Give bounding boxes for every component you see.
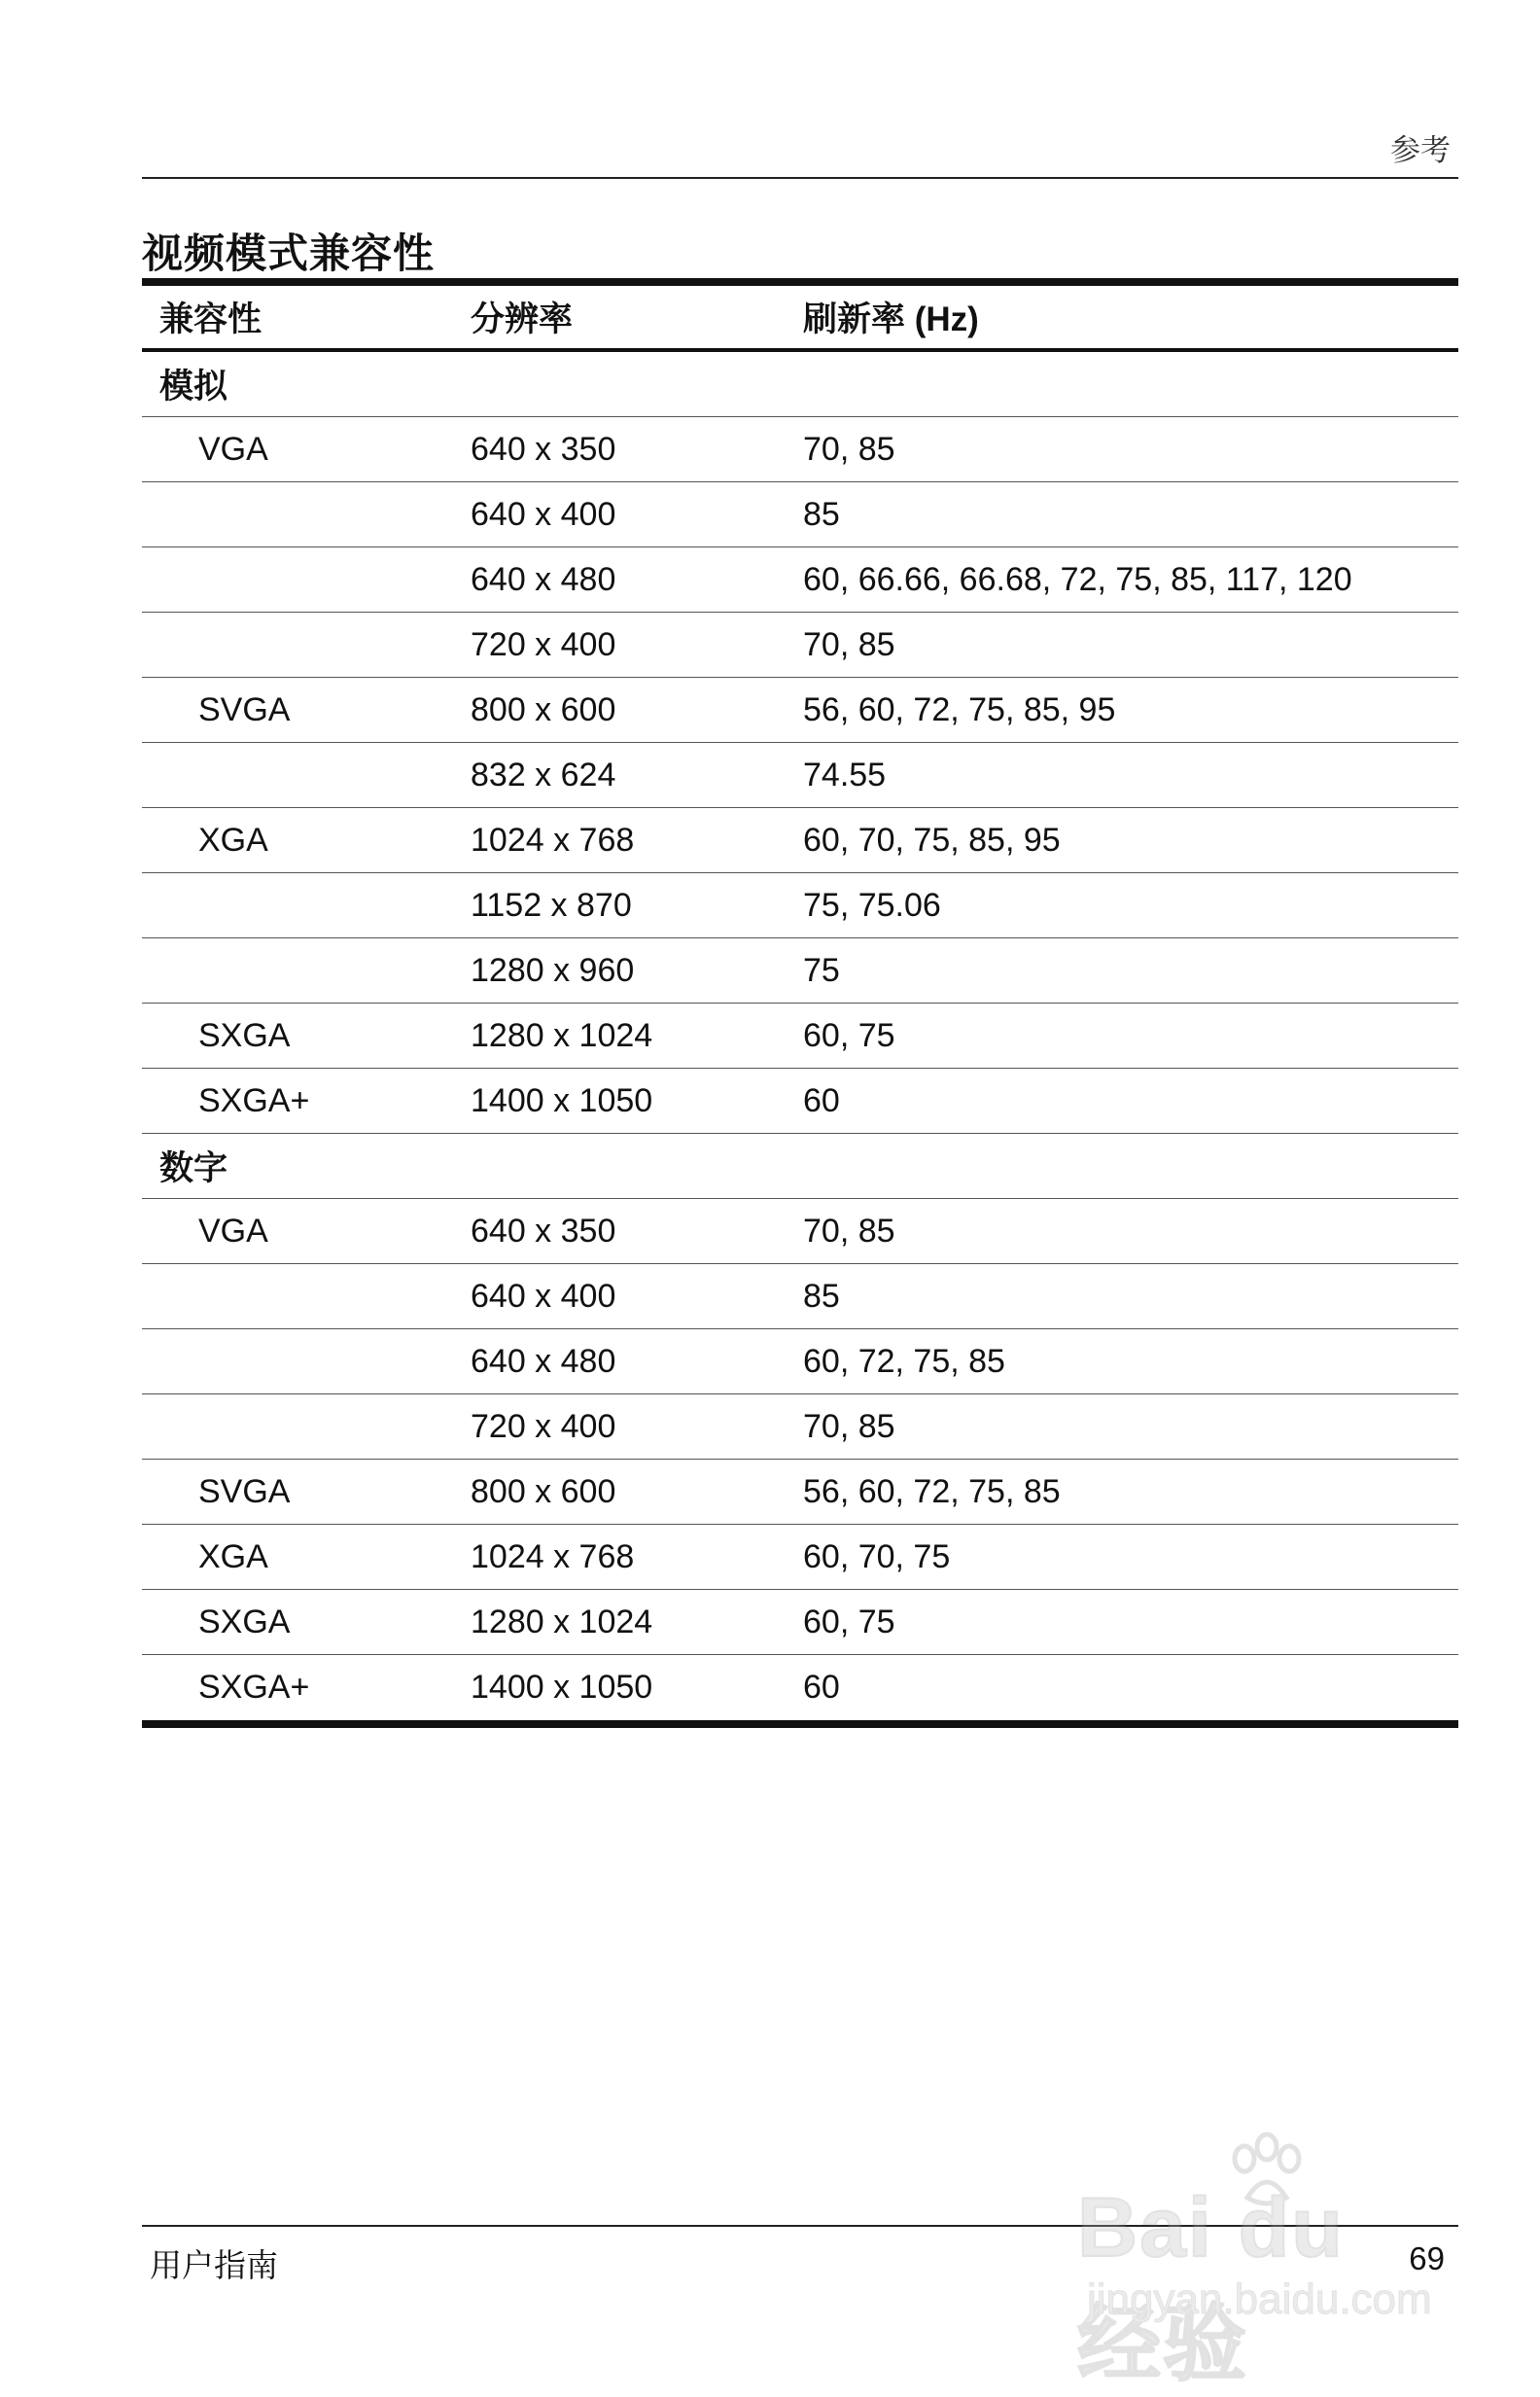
mode-cell: XGA bbox=[198, 821, 268, 859]
table-row bbox=[142, 1004, 1458, 1069]
page-number: 69 bbox=[1409, 2240, 1445, 2276]
group-label: 数字 bbox=[159, 1149, 228, 1187]
mode-cell: SVGA bbox=[198, 1472, 291, 1510]
table-group-row bbox=[142, 352, 1458, 417]
refresh-rate-cell: 70, 85 bbox=[803, 430, 895, 468]
table-row bbox=[142, 678, 1458, 743]
mode-cell: SXGA bbox=[198, 1603, 291, 1640]
resolution-cell: 720 x 400 bbox=[471, 1407, 616, 1445]
section-header bbox=[142, 126, 1458, 179]
resolution-cell: 800 x 600 bbox=[471, 1472, 616, 1510]
column-header-refresh-rate: 刷新率 (Hz) bbox=[803, 300, 979, 338]
refresh-rate-cell: 75 bbox=[803, 951, 840, 989]
refresh-rate-cell: 60, 75 bbox=[803, 1016, 895, 1054]
refresh-rate-cell: 60, 72, 75, 85 bbox=[803, 1342, 1005, 1380]
group-label: 模拟 bbox=[159, 368, 228, 405]
table-row bbox=[142, 613, 1458, 678]
refresh-rate-cell: 70, 85 bbox=[803, 1212, 895, 1250]
watermark-url: jingyan.baidu.com bbox=[1087, 2275, 1432, 2323]
refresh-rate-cell: 60, 75 bbox=[803, 1603, 895, 1640]
table-row bbox=[142, 1329, 1458, 1394]
resolution-cell: 640 x 400 bbox=[471, 1277, 616, 1315]
resolution-cell: 640 x 350 bbox=[471, 430, 616, 468]
table-row bbox=[142, 1199, 1458, 1264]
refresh-rate-cell: 85 bbox=[803, 495, 840, 533]
refresh-rate-cell: 74.55 bbox=[803, 756, 887, 793]
mode-cell: VGA bbox=[198, 430, 268, 468]
table-row bbox=[142, 743, 1458, 808]
table-row bbox=[142, 547, 1458, 613]
resolution-cell: 1280 x 960 bbox=[471, 951, 635, 989]
resolution-cell: 1152 x 870 bbox=[471, 886, 632, 924]
column-header-resolution: 分辨率 bbox=[471, 300, 574, 338]
refresh-rate-cell: 60 bbox=[803, 1669, 840, 1706]
compatibility-table bbox=[142, 278, 1458, 1728]
refresh-rate-cell: 70, 85 bbox=[803, 1407, 895, 1445]
resolution-cell: 720 x 400 bbox=[471, 625, 616, 663]
table-row bbox=[142, 808, 1458, 873]
footer-guide-label: 用户指南 bbox=[150, 2247, 278, 2283]
mode-cell: XGA bbox=[198, 1537, 268, 1575]
mode-cell: SXGA+ bbox=[198, 1081, 310, 1119]
mode-cell: SVGA bbox=[198, 690, 291, 728]
resolution-cell: 1280 x 1024 bbox=[471, 1603, 653, 1640]
resolution-cell: 640 x 480 bbox=[471, 1342, 616, 1380]
mode-cell: SXGA+ bbox=[198, 1669, 310, 1706]
table-row bbox=[142, 482, 1458, 547]
resolution-cell: 1024 x 768 bbox=[471, 821, 635, 859]
table-row bbox=[142, 1394, 1458, 1460]
table-row bbox=[142, 938, 1458, 1004]
table-row bbox=[142, 1460, 1458, 1525]
table-group-row bbox=[142, 1134, 1458, 1199]
table-row bbox=[142, 1590, 1458, 1655]
baidu-watermark bbox=[1077, 2130, 1447, 2391]
resolution-cell: 640 x 400 bbox=[471, 495, 616, 533]
table-row bbox=[142, 1069, 1458, 1134]
refresh-rate-cell: 60, 70, 75 bbox=[803, 1537, 951, 1575]
refresh-rate-cell: 85 bbox=[803, 1277, 840, 1315]
resolution-cell: 1400 x 1050 bbox=[471, 1081, 653, 1119]
table-row bbox=[142, 873, 1458, 938]
refresh-rate-cell: 60 bbox=[803, 1081, 840, 1119]
mode-cell: SXGA bbox=[198, 1016, 291, 1054]
refresh-rate-cell: 56, 60, 72, 75, 85, 95 bbox=[803, 690, 1116, 728]
table-row bbox=[142, 1525, 1458, 1590]
refresh-rate-cell: 75, 75.06 bbox=[803, 886, 941, 924]
table-header-row bbox=[142, 286, 1458, 352]
resolution-cell: 832 x 624 bbox=[471, 756, 616, 793]
column-header-compatibility: 兼容性 bbox=[159, 300, 262, 338]
refresh-rate-cell: 56, 60, 72, 75, 85 bbox=[803, 1472, 1061, 1510]
page-title: 视频模式兼容性 bbox=[142, 230, 436, 276]
resolution-cell: 800 x 600 bbox=[471, 690, 616, 728]
refresh-rate-cell: 70, 85 bbox=[803, 625, 895, 663]
section-label: 参考 bbox=[1390, 133, 1451, 167]
resolution-cell: 640 x 480 bbox=[471, 560, 616, 598]
table-row bbox=[142, 417, 1458, 482]
resolution-cell: 1280 x 1024 bbox=[471, 1016, 653, 1054]
resolution-cell: 1024 x 768 bbox=[471, 1537, 635, 1575]
resolution-cell: 640 x 350 bbox=[471, 1212, 616, 1250]
table-row bbox=[142, 1264, 1458, 1329]
mode-cell: VGA bbox=[198, 1212, 268, 1250]
resolution-cell: 1400 x 1050 bbox=[471, 1669, 653, 1706]
watermark-brand: Bai du 经验 bbox=[1077, 2181, 1345, 2391]
table-row bbox=[142, 1655, 1458, 1720]
refresh-rate-cell: 60, 66.66, 66.68, 72, 75, 85, 117, 120 bbox=[803, 560, 1352, 598]
refresh-rate-cell: 60, 70, 75, 85, 95 bbox=[803, 821, 1061, 859]
table-body bbox=[142, 352, 1458, 1720]
